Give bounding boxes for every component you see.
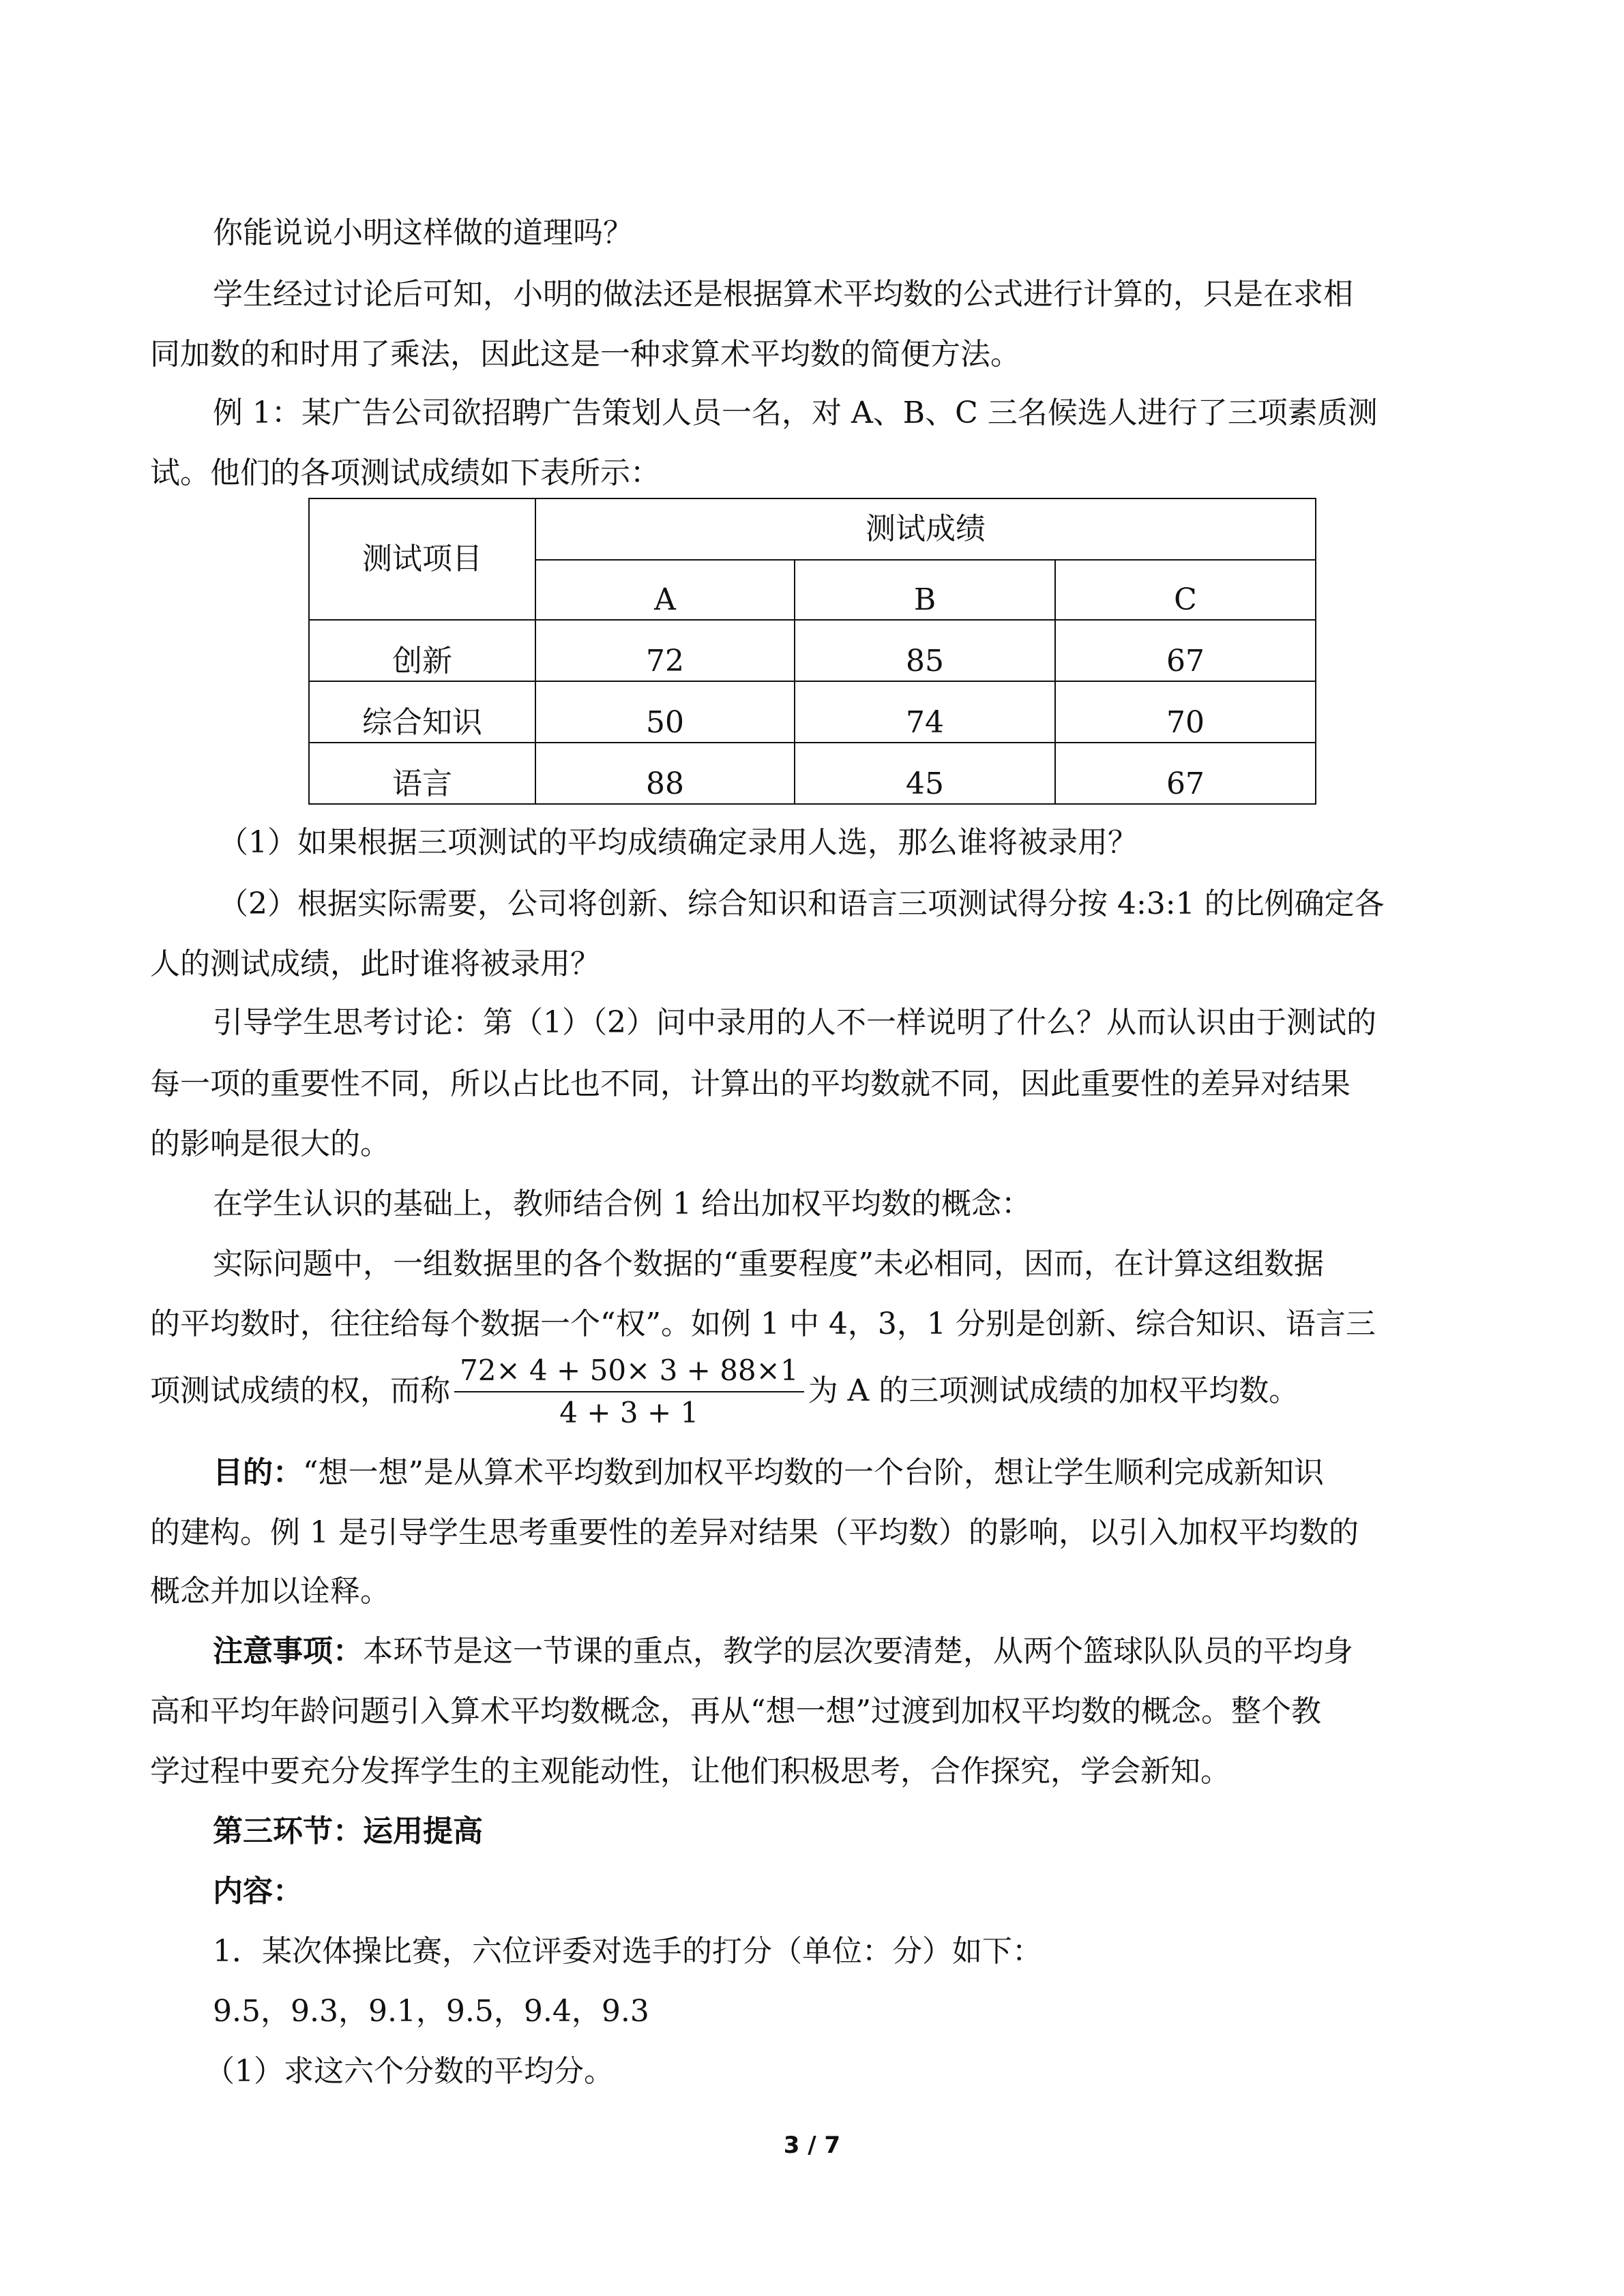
table-row	[309, 743, 1316, 804]
table-cell: 50	[535, 681, 795, 743]
weighted-average-formula	[454, 1353, 804, 1431]
table-row-label: 创新	[309, 620, 535, 681]
table-cell: 88	[535, 743, 795, 804]
note-text: 本环节是这一节课的重点，教学的层次要清楚，从两个篮球队队员的平均身	[363, 1634, 1353, 1669]
table-header-col-b: B	[795, 560, 1055, 620]
paragraph-question: 你能说说小明这样做的道理吗？	[213, 215, 633, 250]
table-row	[309, 620, 1316, 681]
question-1: （1）如果根据三项测试的平均成绩确定录用人选，那么谁将被录用？	[218, 825, 1138, 860]
table-header-test-score: 测试成绩	[535, 498, 1316, 560]
table-header-test-item: 测试项目	[309, 498, 535, 620]
purpose-text: “想一想”是从算术平均数到加权平均数的一个台阶，想让学生顺利完成新知识	[303, 1455, 1324, 1490]
exercise-1-question-1: （1）求这六个分数的平均分。	[205, 2054, 614, 2089]
table-cell: 72	[535, 620, 795, 681]
formula-denominator: 4 + 3 + 1	[559, 1395, 699, 1429]
guidance-line-2: 每一项的重要性不同，所以占比也不同，计算出的平均数就不同，因此重要性的差异对结果	[150, 1067, 1350, 1101]
table-row-label: 语言	[309, 743, 535, 804]
definition-line-2: 的平均数时，往往给每个数据一个“权”。如例 1 中 4，3，1 分别是创新、综合知识、语言三	[150, 1307, 1376, 1341]
concept-intro: 在学生认识的基础上，教师结合例 1 给出加权平均数的概念：	[213, 1187, 1031, 1221]
table-cell: 85	[795, 620, 1055, 681]
table-cell: 67	[1055, 743, 1316, 804]
example-1-line-1: 例 1：某广告公司欲招聘广告策划人员一名，对 A、B、C 三名候选人进行了三项素质测	[213, 396, 1378, 430]
question-2-line-2: 人的测试成绩，此时谁将被录用？	[150, 946, 600, 981]
example-1-line-2: 试。他们的各项测试成绩如下表所示：	[150, 456, 660, 490]
exercise-1: 1．某次体操比赛，六位评委对选手的打分（单位：分）如下：	[213, 1934, 1042, 1969]
section-heading: 第三环节：运用提高	[213, 1814, 483, 1849]
table-header-col-a: A	[535, 560, 795, 620]
paragraph-discussion-line-2: 同加数的和时用了乘法，因此这是一种求算术平均数的简便方法。	[150, 337, 1020, 372]
purpose-line-1	[213, 1452, 1467, 1493]
page-number: 3 / 7	[783, 2132, 841, 2159]
purpose-label: 目的：	[213, 1455, 303, 1490]
purpose-line-2: 的建构。例 1 是引导学生思考重要性的差异对结果（平均数）的影响，以引入加权平均数的	[150, 1515, 1359, 1550]
note-line-2: 高和平均年龄问题引入算术平均数概念，再从“想一想”过渡到加权平均数的概念。整个教	[150, 1694, 1321, 1729]
table-cell: 74	[795, 681, 1055, 743]
table-header-col-c: C	[1055, 560, 1316, 620]
note-line-1	[213, 1631, 1467, 1672]
definition-line-1: 实际问题中，一组数据里的各个数据的“重要程度”未必相同，因而，在计算这组数据	[213, 1247, 1324, 1281]
definition-line-3	[150, 1349, 1467, 1433]
definition-line-3-suffix: 为 A 的三项测试成绩的加权平均数。	[808, 1373, 1299, 1408]
formula-numerator: 72× 4 + 50× 3 + 88×1	[454, 1353, 804, 1392]
exercise-1-scores: 9.5，9.3，9.1，9.5，9.4，9.3	[213, 1994, 649, 2029]
note-line-3: 学过程中要充分发挥学生的主观能动性，让他们积极思考，合作探究，学会新知。	[150, 1754, 1230, 1789]
question-2-line-1: （2）根据实际需要，公司将创新、综合知识和语言三项测试得分按 4:3:1 的比例确定各	[218, 886, 1385, 921]
paragraph-discussion-line-1: 学生经过讨论后可知，小明的做法还是根据算术平均数的公式进行计算的，只是在求相	[213, 277, 1353, 312]
table-row-label: 综合知识	[309, 681, 535, 743]
definition-line-3-prefix: 项测试成绩的权，而称	[150, 1373, 450, 1408]
table-cell: 67	[1055, 620, 1316, 681]
guidance-line-3: 的影响是很大的。	[150, 1127, 390, 1161]
content-label: 内容：	[213, 1874, 303, 1909]
table-cell: 45	[795, 743, 1055, 804]
guidance-line-1: 引导学生思考讨论：第（1）（2）问中录用的人不一样说明了什么？从而认识由于测试的	[213, 1005, 1376, 1040]
table-cell: 70	[1055, 681, 1316, 743]
purpose-line-3: 概念并加以诠释。	[150, 1574, 390, 1609]
table-row	[309, 681, 1316, 743]
note-label: 注意事项：	[213, 1634, 363, 1669]
test-score-table	[308, 498, 1316, 805]
